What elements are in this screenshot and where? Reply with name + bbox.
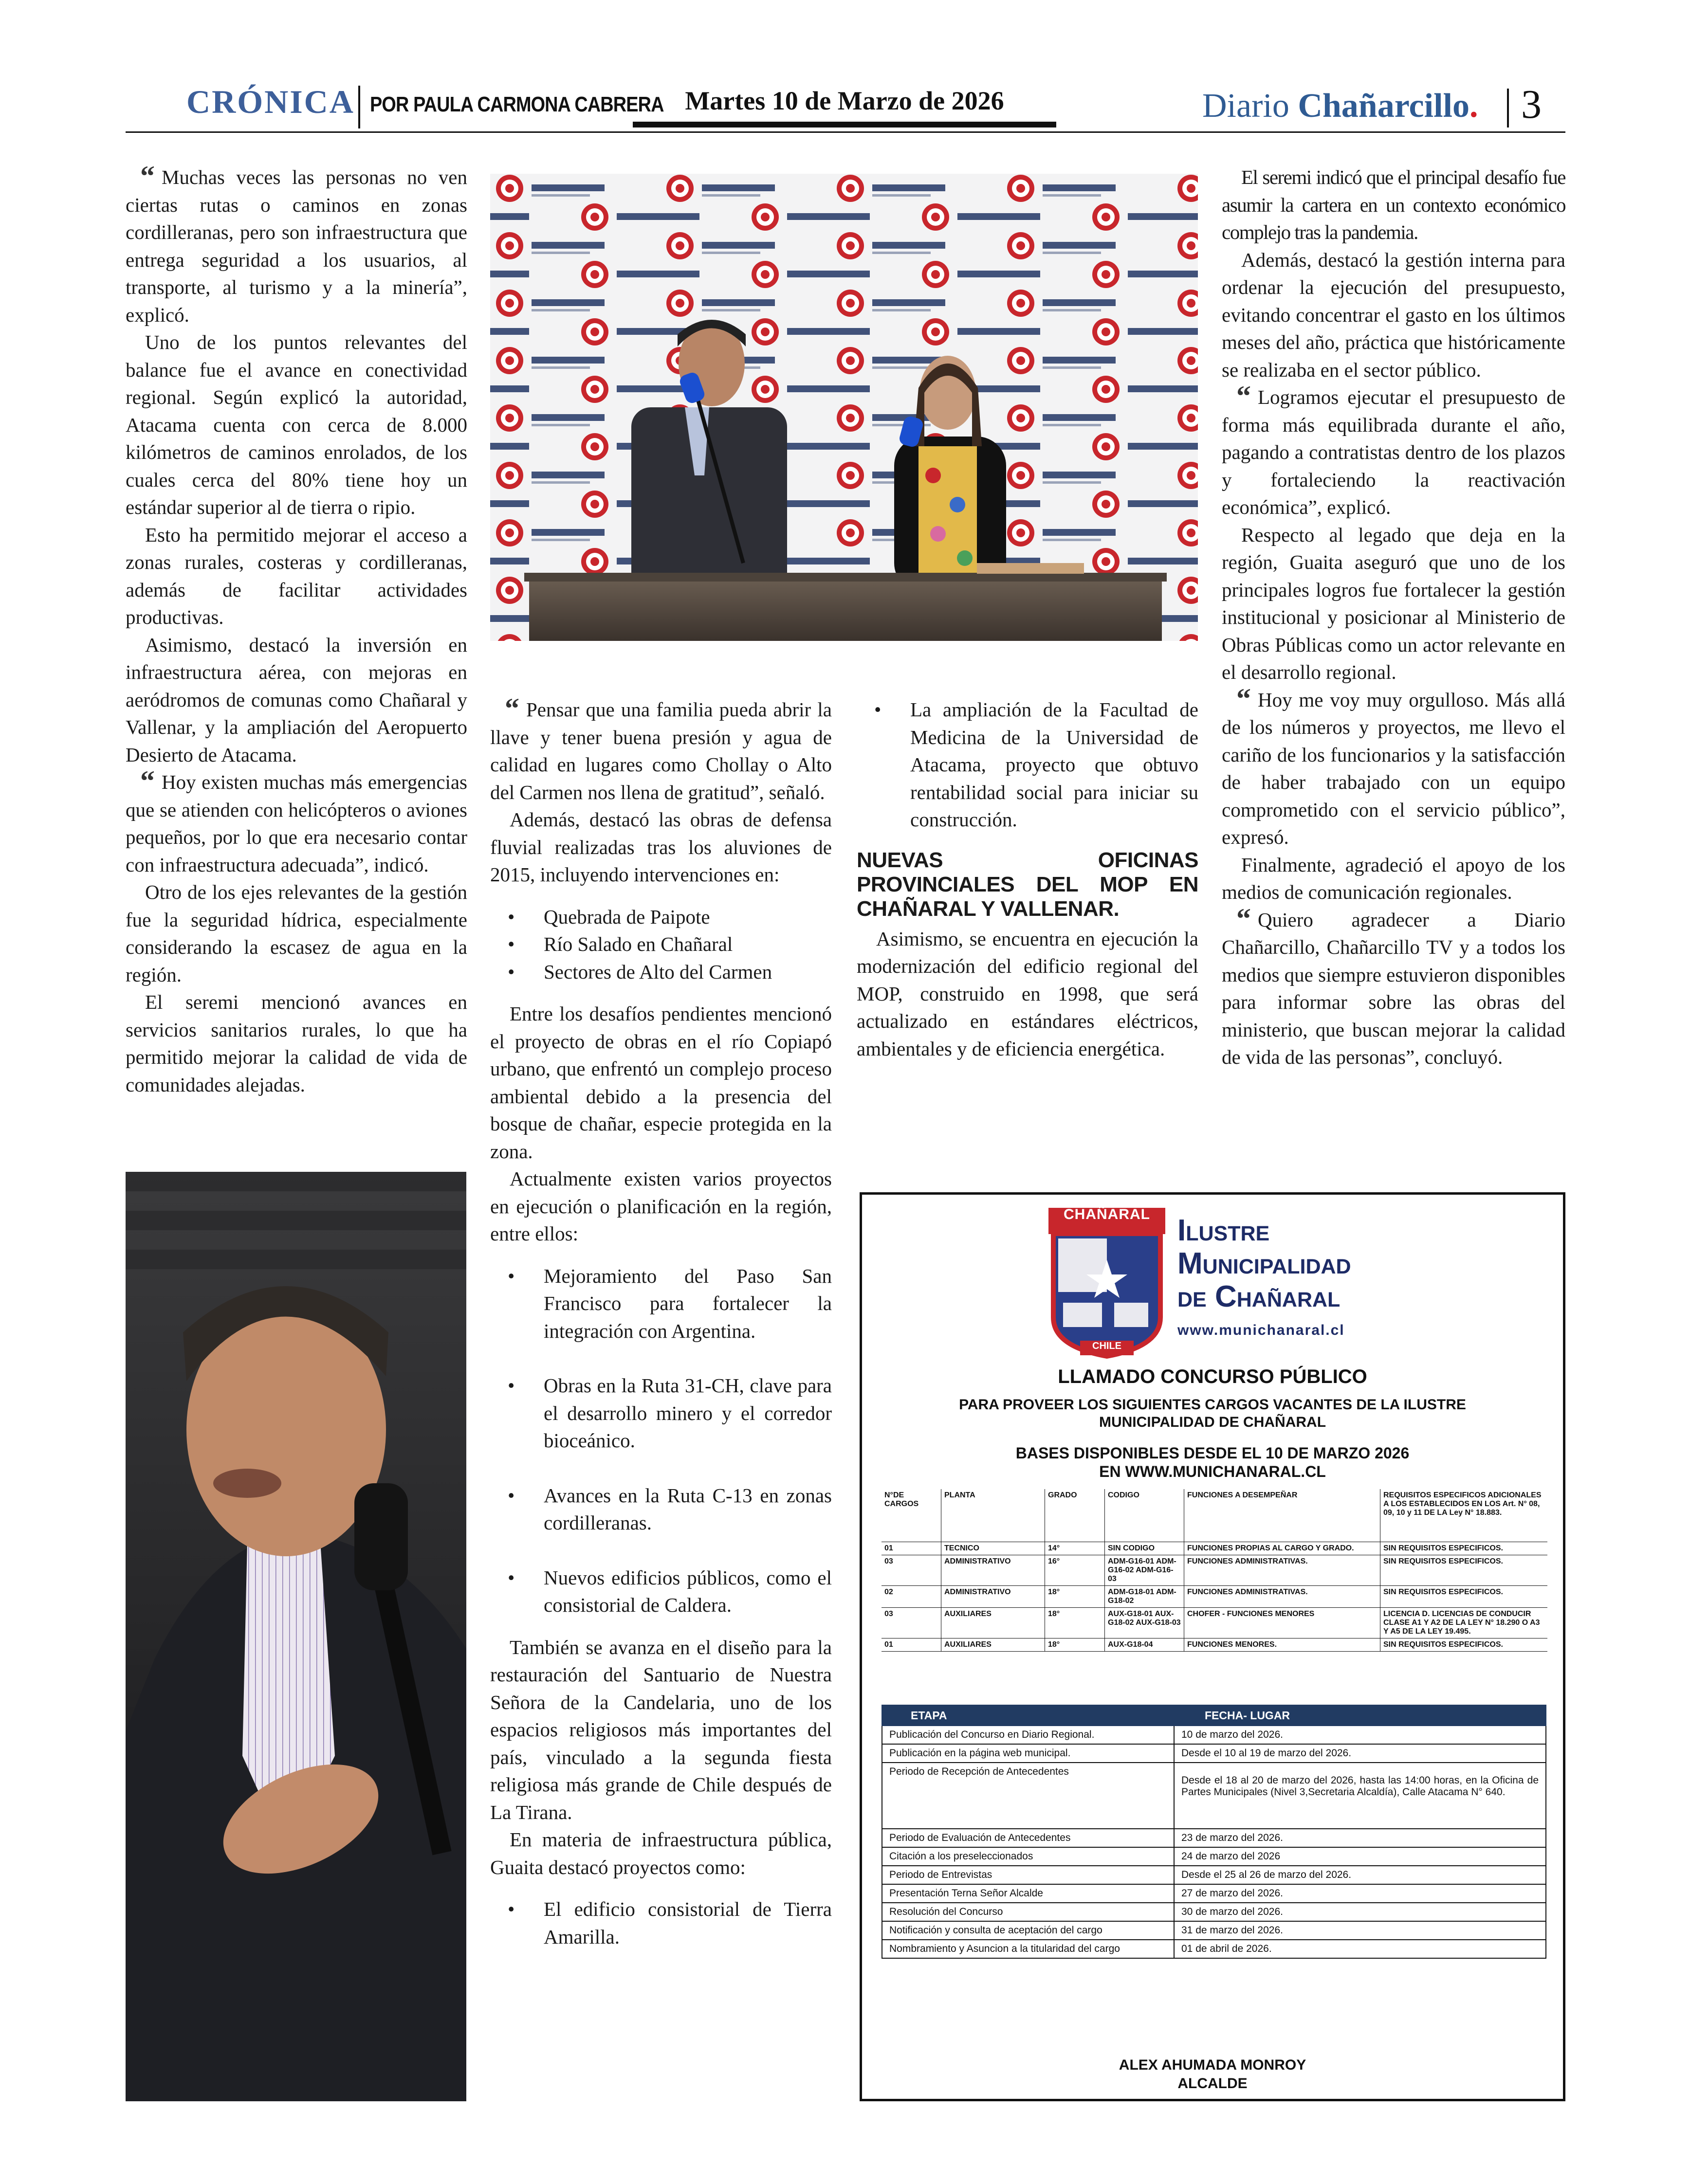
byline: POR PAULA CARMONA CABRERA	[370, 92, 664, 116]
col-header: N°DE CARGOS	[882, 1489, 941, 1542]
quote-paragraph	[490, 692, 832, 806]
schedule-header	[882, 1705, 1546, 1726]
bullet-list	[490, 1895, 832, 1950]
col-header: REQUISITOS ESPECIFICOS ADICIONALES A LOS ESTABLECIDOS EN LOS Art. N° 08, 09, 10 y 11 DE LA Ley N° 18.883.	[1380, 1489, 1548, 1542]
col-header: FUNCIONES A DESEMPEÑAR	[1184, 1489, 1380, 1542]
notice-bases	[862, 1444, 1563, 1481]
studio-photo	[490, 174, 1198, 641]
schedule-stage: Resolución del Concurso	[882, 1903, 1175, 1921]
bullet-list	[490, 903, 832, 986]
paragraph-text: Hoy me voy muy orgulloso. Más allá de los números y proyectos, me llevo el cariño de los funcionarios y la satisfacción de haber trabajado con un equipo comprometido con el servicio público”, expresó.	[1222, 688, 1565, 848]
schedule-row	[882, 1745, 1546, 1763]
col-header: GRADO	[1045, 1489, 1105, 1542]
masthead-brand	[1202, 87, 1478, 126]
paragraph: Además, destacó la gestión interna para ordenar la ejecución del presupuesto, evitando concentrar el gasto en los últimos meses del año, práctica que históricamente se realizaba en el sector público.	[1222, 248, 1565, 381]
municipality-line-3: de Chañaral	[1177, 1280, 1341, 1313]
schedule-stage: Nombramiento y Asuncion a la titularidad del cargo	[882, 1940, 1175, 1958]
table-cell: 01	[882, 1638, 941, 1652]
list-item: • Río Salado en Chañaral	[544, 930, 832, 958]
schedule-date: Desde el 18 al 20 de marzo del 2026, hasta las 14:00 horas, en la Oficina de Partes Municipales (Nivel 3,Secretaria Alcaldía), Calle Atacama N° 640.	[1181, 1775, 1539, 1798]
table-cell: 16°	[1045, 1555, 1105, 1586]
page-divider	[1507, 89, 1509, 127]
date-underline	[633, 122, 1056, 127]
quote-mark-icon: “	[1236, 682, 1251, 715]
paragraph: El seremi indicó que el principal desafío fue asumir la cartera en un contexto económico complejo tras la pandemia.	[1222, 166, 1565, 243]
schedule-stage: Publicación en la página web municipal.	[882, 1745, 1175, 1762]
schedule-date: Desde el 10 al 19 de marzo del 2026.	[1181, 1747, 1352, 1759]
schedule-date: 23 de marzo del 2026.	[1181, 1832, 1283, 1843]
table-row	[882, 1608, 1547, 1638]
issue-date: Martes 10 de Marzo de 2026	[685, 86, 1004, 115]
notice-subtitle	[862, 1396, 1563, 1431]
quote-mark-icon: “	[140, 765, 155, 797]
etapa-header: ETAPA	[911, 1709, 947, 1722]
table-cell: AUX-G18-01 AUX-G18-02 AUX-G18-03	[1105, 1608, 1184, 1638]
paragraph-text: Hoy existen muchas más emergencias que se atienden con helicópteros o aviones pequeños, por lo que era necesario contar con infraestructura adecuada”, indicó.	[126, 771, 467, 876]
table-cell: 14°	[1045, 1542, 1105, 1555]
quote-paragraph	[1222, 902, 1565, 1071]
column-2	[490, 692, 832, 1965]
schedule-row	[882, 1903, 1546, 1922]
table-cell: FUNCIONES PROPIAS AL CARGO Y GRADO.	[1184, 1542, 1380, 1555]
table-cell: AUXILIARES	[941, 1608, 1045, 1638]
municipality-line-2: Municipalidad	[1177, 1247, 1351, 1280]
schedule-row	[882, 1848, 1546, 1866]
bases-line: BASES DISPONIBLES DESDE EL 10 DE MARZO 2026	[1015, 1444, 1410, 1462]
table-cell: SIN CODIGO	[1105, 1542, 1184, 1555]
paragraph-text: Logramos ejecutar el presupuesto de forma más equilibrada durante el año, pagando a contratistas dentro de los plazos y fortaleciendo la reactivación económica”, explicó.	[1222, 386, 1565, 518]
table-cell: ADMINISTRATIVO	[941, 1586, 1045, 1608]
table-cell: ADM-G16-01 ADM-G16-02 ADM-G16-03	[1105, 1555, 1184, 1586]
schedule-date: 31 de marzo del 2026.	[1181, 1925, 1283, 1936]
table-cell: 01	[882, 1542, 941, 1555]
paragraph: Además, destacó las obras de defensa fluvial realizadas tras los aluviones de 2015, incluyendo intervenciones en:	[490, 808, 832, 886]
schedule-row	[882, 1829, 1546, 1848]
table-cell: SIN REQUISITOS ESPECIFICOS.	[1380, 1542, 1548, 1555]
brand-plain: Diario	[1202, 87, 1298, 125]
shield-bottom-label: CHILE	[1092, 1341, 1121, 1351]
schedule-date: 30 de marzo del 2026.	[1181, 1906, 1283, 1917]
schedule-date: 27 de marzo del 2026.	[1181, 1888, 1283, 1899]
table-cell: 18°	[1045, 1608, 1105, 1638]
section-title: CRÓNICA	[186, 83, 355, 120]
municipality-line-1: Ilustre	[1177, 1214, 1270, 1247]
list-item: • Nuevos edificios públicos, como el consistorial de Caldera.	[544, 1564, 832, 1619]
schedule-stage: Presentación Terna Señor Alcalde	[882, 1885, 1175, 1902]
municipality-name	[1177, 1214, 1351, 1313]
bullet-list	[857, 696, 1198, 834]
schedule-stage: Periodo de Evaluación de Antecedentes	[882, 1829, 1175, 1847]
quote-paragraph	[1222, 380, 1565, 521]
schedule-table	[882, 1705, 1546, 1959]
table-row	[882, 1638, 1547, 1652]
schedule-row	[882, 1885, 1546, 1903]
paragraph: Uno de los puntos relevantes del balance fue el avance en conectividad regional. Según explicó la autoridad, Atacama cuenta con cerca de 8.000 kilómetros de caminos enrolados, de los cuales cerca del 80% tiene hoy un estándar superior al de tierra o ripio.	[126, 331, 467, 518]
schedule-row	[882, 1763, 1546, 1829]
schedule-stage: Periodo de Recepción de Antecedentes	[882, 1763, 1175, 1828]
signature-block	[862, 2056, 1563, 2093]
column-3	[857, 696, 1198, 1062]
bullet-list	[490, 1262, 832, 1619]
paragraph: Asimismo, se encuentra en ejecución la modernización del edificio regional del MOP, construido en 1998, que será actualizado en estándares eléctricos, ambientales y de eficiencia energética.	[857, 927, 1198, 1060]
table-cell: 03	[882, 1608, 941, 1638]
quote-paragraph	[126, 160, 467, 328]
table-cell: SIN REQUISITOS ESPECIFICOS.	[1380, 1555, 1548, 1586]
paragraph: En materia de infraestructura pública, Guaita destacó proyectos como:	[490, 1828, 832, 1878]
quote-mark-icon: “	[1236, 380, 1251, 412]
table-cell: TECNICO	[941, 1542, 1045, 1555]
positions-table	[882, 1489, 1547, 1652]
schedule-date: 24 de marzo del 2026	[1181, 1851, 1281, 1862]
paragraph: También se avanza en el diseño para la restauración del Santuario de Nuestra Señora de la Candelaria, uno de los espacios religiosos más importantes del país, vinculado a la segunda fiesta religiosa más grande de Chile después de La Tirana.	[490, 1636, 832, 1823]
table-row	[882, 1555, 1547, 1586]
quote-mark-icon: “	[505, 692, 519, 725]
col-header: PLANTA	[941, 1489, 1045, 1542]
table-cell: ADMINISTRATIVO	[941, 1555, 1045, 1586]
schedule-stage: Notificación y consulta de aceptación del cargo	[882, 1922, 1175, 1939]
shield-top-label: CHAÑARAL	[1064, 1206, 1150, 1222]
table-cell: 03	[882, 1555, 941, 1586]
quote-paragraph	[1222, 682, 1565, 851]
list-item: • Mejoramiento del Paso San Francisco para fortalecer la integración con Argentina.	[544, 1262, 832, 1345]
quote-mark-icon: “	[140, 160, 155, 192]
schedule-stage: Publicación del Concurso en Diario Regional.	[882, 1726, 1175, 1744]
portrait-photo	[126, 1172, 466, 2101]
paragraph: El seremi mencionó avances en servicios sanitarios rurales, lo que ha permitido mejorar la calidad de vida de comunidades alejadas.	[126, 991, 467, 1096]
table-cell: 02	[882, 1586, 941, 1608]
subtitle-line: MUNICIPALIDAD DE CHAÑARAL	[1099, 1414, 1326, 1430]
col-header: CODIGO	[1105, 1489, 1184, 1542]
table-cell: SIN REQUISITOS ESPECIFICOS.	[1380, 1586, 1548, 1608]
schedule-stage: Periodo de Entrevistas	[882, 1866, 1175, 1884]
table-row	[882, 1586, 1547, 1608]
website-link[interactable]: www.munichanaral.cl	[1177, 1322, 1345, 1338]
table-cell: FUNCIONES ADMINISTRATIVAS.	[1184, 1586, 1380, 1608]
header-rule	[126, 131, 1565, 133]
municipal-notice	[860, 1192, 1565, 2101]
subtitle-line: PARA PROVEER LOS SIGUIENTES CARGOS VACANTES DE LA ILUSTRE	[959, 1397, 1466, 1413]
column-4	[1222, 164, 1565, 1071]
paragraph: Respecto al legado que deja en la región, Guaita aseguró que uno de los principales logros fue fortalecer la gestión institucional y posicionar al Ministerio de Obras Públicas como un actor relevante en el desarrollo regional.	[1222, 523, 1565, 683]
table-cell: SIN REQUISITOS ESPECIFICOS.	[1380, 1638, 1548, 1652]
table-row	[882, 1542, 1547, 1555]
schedule-date: Desde el 25 al 26 de marzo del 2026.	[1181, 1869, 1352, 1880]
list-item: • La ampliación de la Facultad de Medicina de la Universidad de Atacama, proyecto que obtuvo rentabilidad social para iniciar su construcción.	[910, 696, 1198, 834]
brand-bold: Chañarcillo	[1298, 87, 1470, 125]
paragraph-text: Pensar que una familia pueda abrir la llave y tener buena presión y agua de calidad en lugares como Chollay o Alto del Carmen nos llena de gratitud”, señaló.	[490, 698, 832, 803]
list-item: • Sectores de Alto del Carmen	[544, 958, 832, 986]
table-cell: AUX-G18-04	[1105, 1638, 1184, 1652]
schedule-row	[882, 1866, 1546, 1885]
table-cell: LICENCIA D. LICENCIAS DE CONDUCIR CLASE A1 Y A2 DE LA LEY N° 18.290 O A3 Y A5 DE LA LEY 19.495.	[1380, 1608, 1548, 1638]
schedule-row	[882, 1922, 1546, 1940]
header-divider	[358, 86, 360, 128]
table-cell: FUNCIONES MENORES.	[1184, 1638, 1380, 1652]
table-cell: 18°	[1045, 1586, 1105, 1608]
fecha-header: FECHA- LUGAR	[1205, 1709, 1290, 1722]
signer-title: ALCALDE	[1177, 2075, 1248, 2092]
brand-dot: .	[1469, 87, 1478, 125]
paragraph-text: Quiero agradecer a Diario Chañarcillo, Chañarcillo TV y a todos los medios que siempre estuvieron disponibles para informar sobre las obras del ministerio, que buscan mejorar la calidad de vida de las personas”, concluyó.	[1222, 908, 1565, 1068]
quote-mark-icon: “	[1236, 902, 1251, 935]
quote-paragraph	[126, 765, 467, 878]
table-header-row	[882, 1489, 1547, 1542]
schedule-row	[882, 1726, 1546, 1745]
table-cell: CHOFER - FUNCIONES MENORES	[1184, 1608, 1380, 1638]
bases-line: EN WWW.MUNICHANARAL.CL	[1099, 1463, 1326, 1480]
schedule-stage: Citación a los preseleccionados	[882, 1848, 1175, 1865]
paragraph-text: Muchas veces las personas no ven ciertas rutas o caminos en zonas cordilleranas, pero son infraestructura que entrega seguridad a los usuarios, al transporte, al turismo y a la minería”, explicó.	[126, 166, 467, 326]
municipal-shield-icon	[1046, 1205, 1168, 1361]
list-item: • El edificio consistorial de Tierra Amarilla.	[544, 1895, 832, 1950]
table-cell: FUNCIONES ADMINISTRATIVAS.	[1184, 1555, 1380, 1586]
list-item: • Avances en la Ruta C-13 en zonas cordilleranas.	[544, 1482, 832, 1537]
paragraph: Otro de los ejes relevantes de la gestión fue la seguridad hídrica, especialmente considerando la escasez de agua en la región.	[126, 881, 467, 986]
table-cell: AUXILIARES	[941, 1638, 1045, 1652]
column-1	[126, 160, 467, 1098]
paragraph: Finalmente, agradeció el apoyo de los medios de comunicación regionales.	[1222, 853, 1565, 903]
paragraph: Asimismo, destacó la inversión en infraestructura aérea, con mejoras en aeródromos de comunas como Chañaral y Vallenar, y la ampliación del Aeropuerto Desierto de Atacama.	[126, 633, 467, 766]
paragraph: Esto ha permitido mejorar el acceso a zonas rurales, costeras y cordilleranas, además de facilitar actividades productivas.	[126, 523, 467, 628]
page-number: 3	[1521, 82, 1542, 127]
schedule-row	[882, 1940, 1546, 1959]
table-cell: 18°	[1045, 1638, 1105, 1652]
signer-name: ALEX AHUMADA MONROY	[1119, 2057, 1306, 2073]
list-item: • Quebrada de Paipote	[544, 903, 832, 931]
notice-title: LLAMADO CONCURSO PÚBLICO	[1058, 1366, 1367, 1387]
schedule-date: 10 de marzo del 2026.	[1181, 1729, 1283, 1740]
subheading: NUEVAS OFICINAS PROVINCIALES DEL MOP EN CHAÑARAL Y VALLENAR.	[857, 848, 1198, 921]
schedule-date: 01 de abril de 2026.	[1181, 1943, 1272, 1954]
paragraph: Actualmente existen varios proyectos en ejecución o planificación en la región, entre ellos:	[490, 1167, 832, 1245]
table-cell: ADM-G18-01 ADM-G18-02	[1105, 1586, 1184, 1608]
list-item: • Obras en la Ruta 31-CH, clave para el desarrollo minero y el corredor bioceánico.	[544, 1372, 832, 1455]
paragraph: Entre los desafíos pendientes mencionó el proyecto de obras en el río Copiapó urbano, que enfrentó un complejo proceso ambiental debido a la presencia del bosque de chañar, especie protegida en la zona.	[490, 1002, 832, 1163]
